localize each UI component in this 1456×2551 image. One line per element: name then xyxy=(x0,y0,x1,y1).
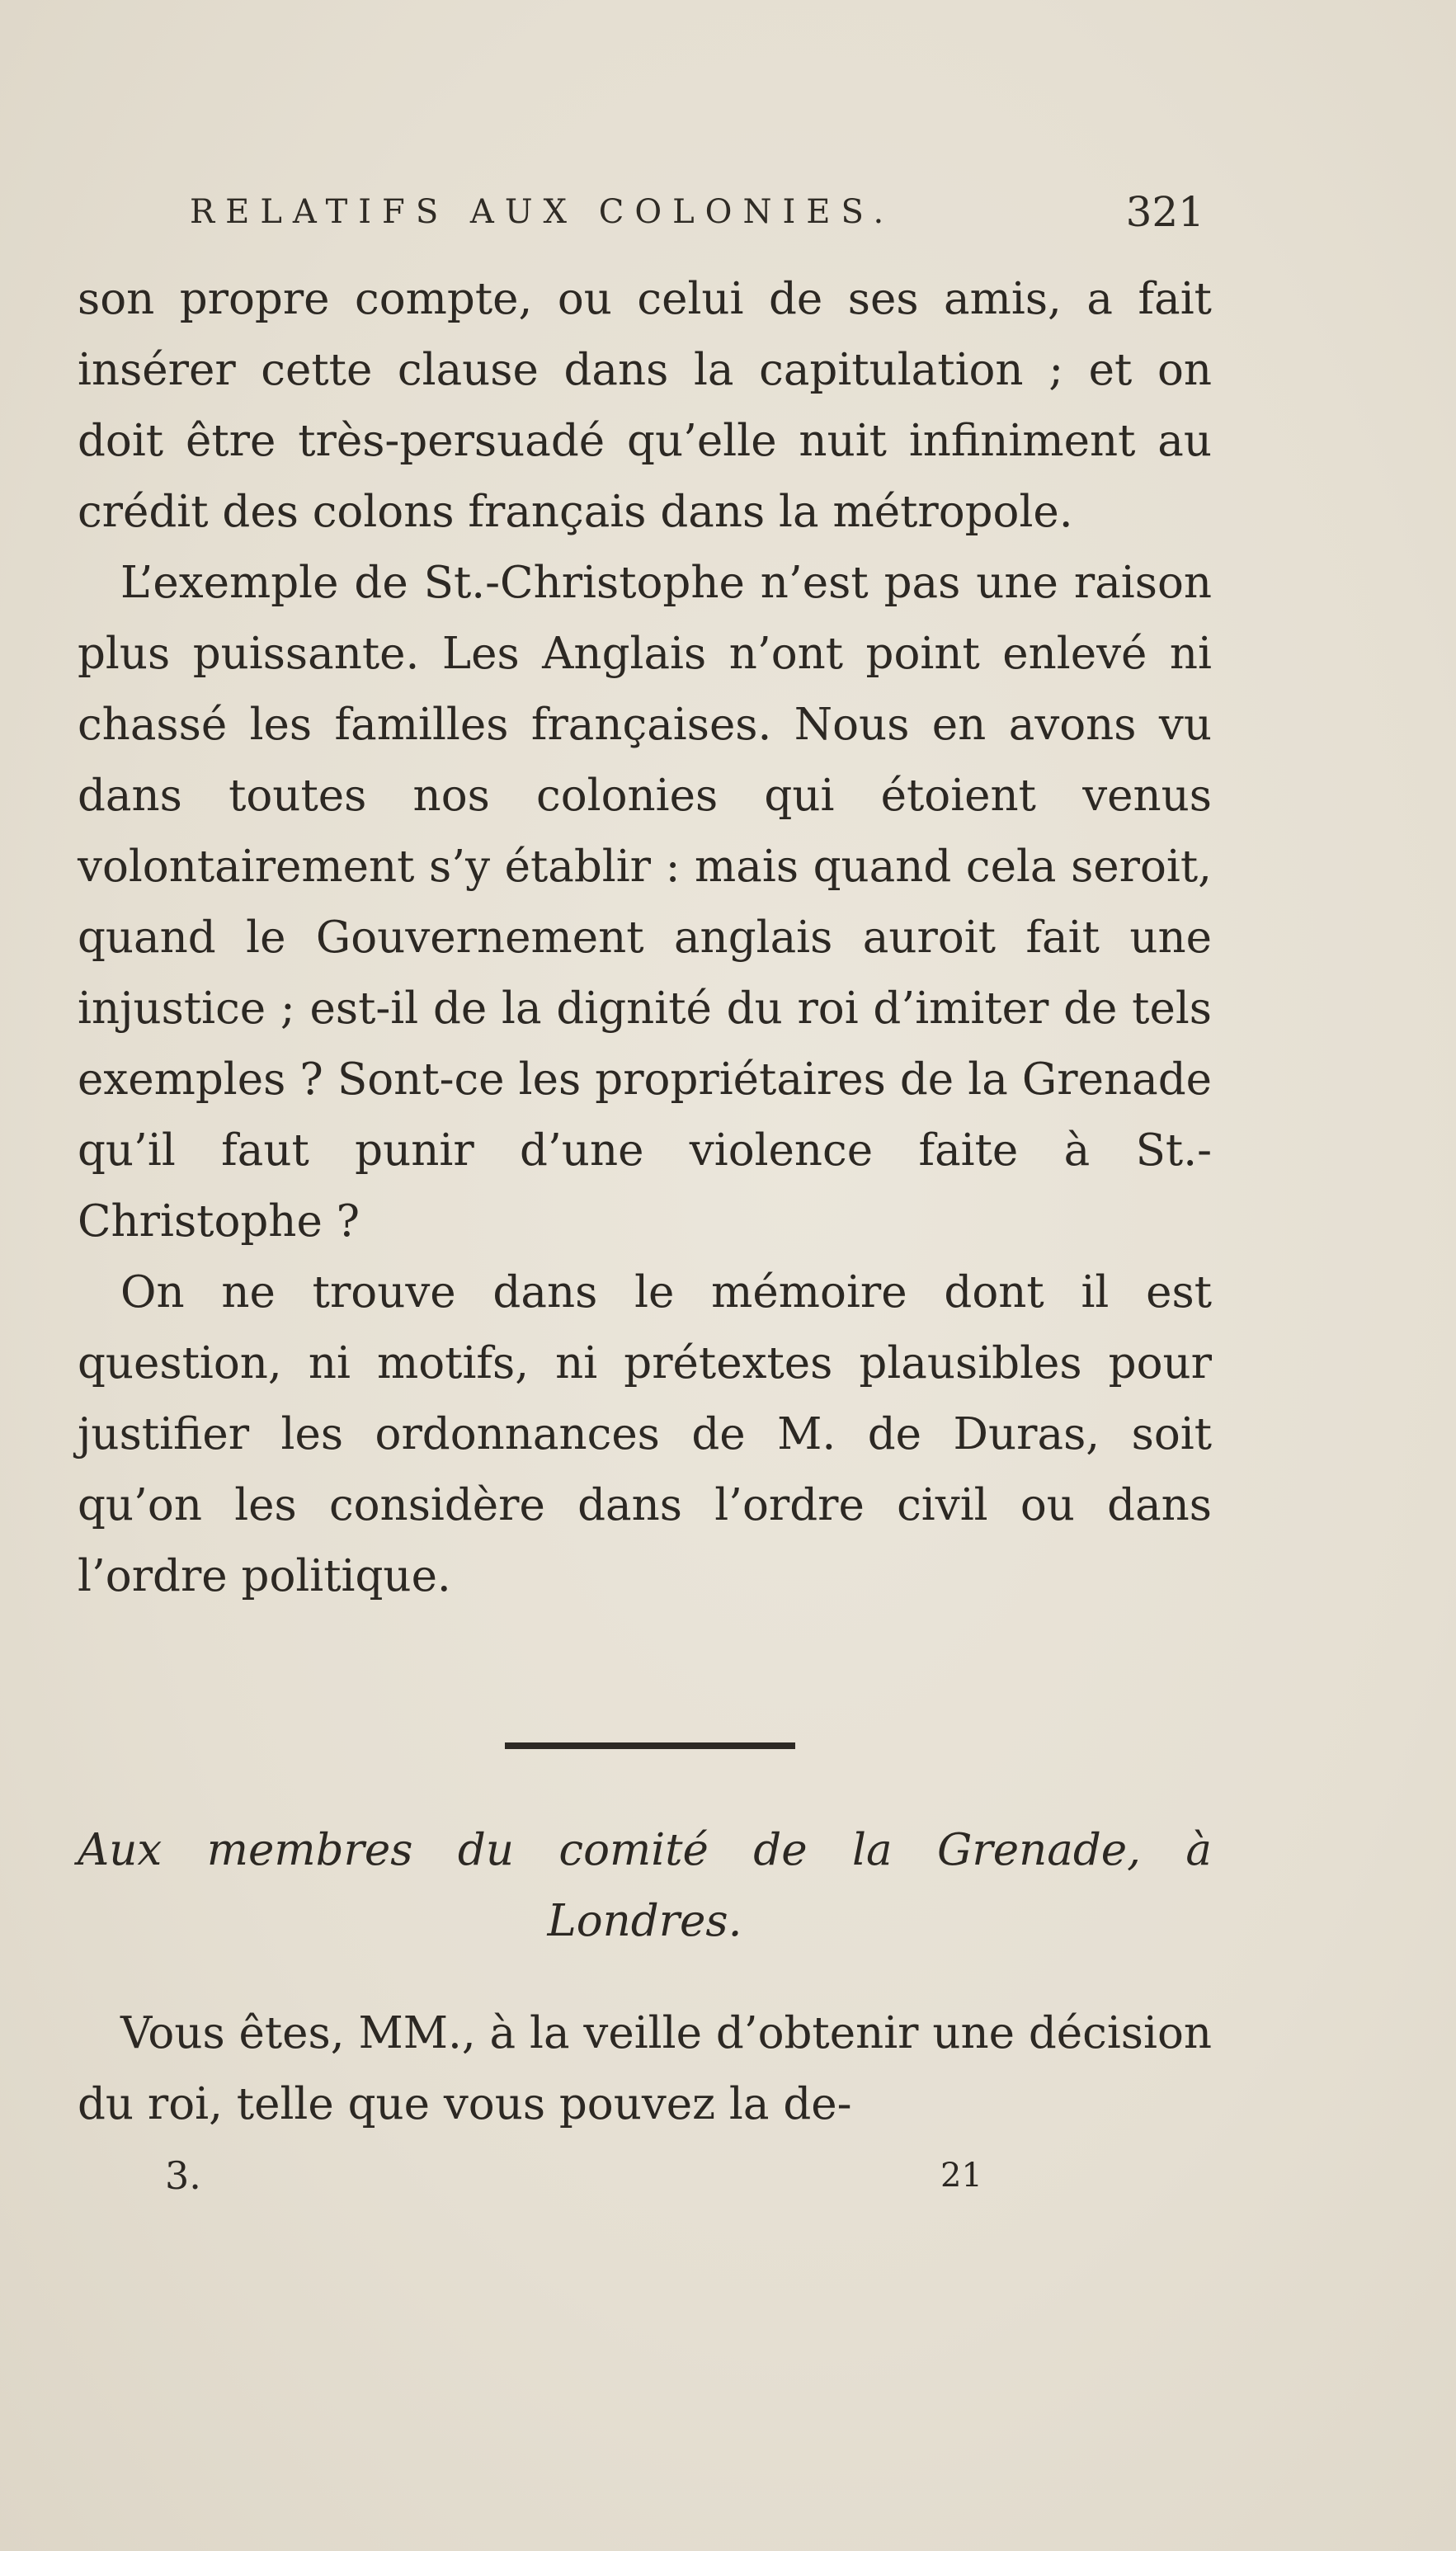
paragraph-memoire: On ne trouve dans le mémoire dont il est question, ni motifs, ni prétextes plausibles pour justifier les ordonnances de M. de Duras, soit qu’on les considère dans l’ordre civil ou dans l’ordre politique. xyxy=(78,1267,1212,1601)
running-header xyxy=(190,188,1204,238)
folio-number: 21 xyxy=(940,2157,982,2195)
letter-opening: Vous êtes, MM., à la veille d’obtenir une décision du roi, telle que vous pouvez la de- xyxy=(78,2008,1212,2129)
section-divider xyxy=(505,1742,795,1749)
running-title: RELATIFS AUX COLONIES. xyxy=(190,193,895,231)
letter-text xyxy=(78,1998,1212,2140)
paragraph-st-christophe: L’exemple de St.-Christophe n’est pas une raison plus puissante. Les Anglais n’ont point enlevé ni chassé les familles françaises. Nous en avons vu dans toutes nos colonies qui étoient venus volontairement s’y établir : mais quand cela seroit, quand le Gouvernement anglais auroit fait une injustice ; est-il de la dignité du roi d’imiter de tels exemples ? Sont-ce les propriétaires de la Grenade qu’il faut punir d’une violence faite à St.-Christophe ? xyxy=(78,558,1212,1247)
section-heading xyxy=(78,1815,1212,1957)
main-text xyxy=(78,264,1212,1612)
signature-mark: 3. xyxy=(165,2153,201,2198)
page-number: 321 xyxy=(1125,188,1204,236)
paragraph-continuation: son propre compte, ou celui de ses amis, a fait insérer cette clause dans la capitulation ; et on doit être très-persuadé qu’elle nuit infiniment au crédit des colons français dans la métropole. xyxy=(78,274,1212,537)
heading-line-2: Londres. xyxy=(547,1896,742,1946)
page-footer xyxy=(165,2153,1072,2211)
heading-line-1: Aux membres du comité de la Grenade, à xyxy=(78,1825,1212,1875)
